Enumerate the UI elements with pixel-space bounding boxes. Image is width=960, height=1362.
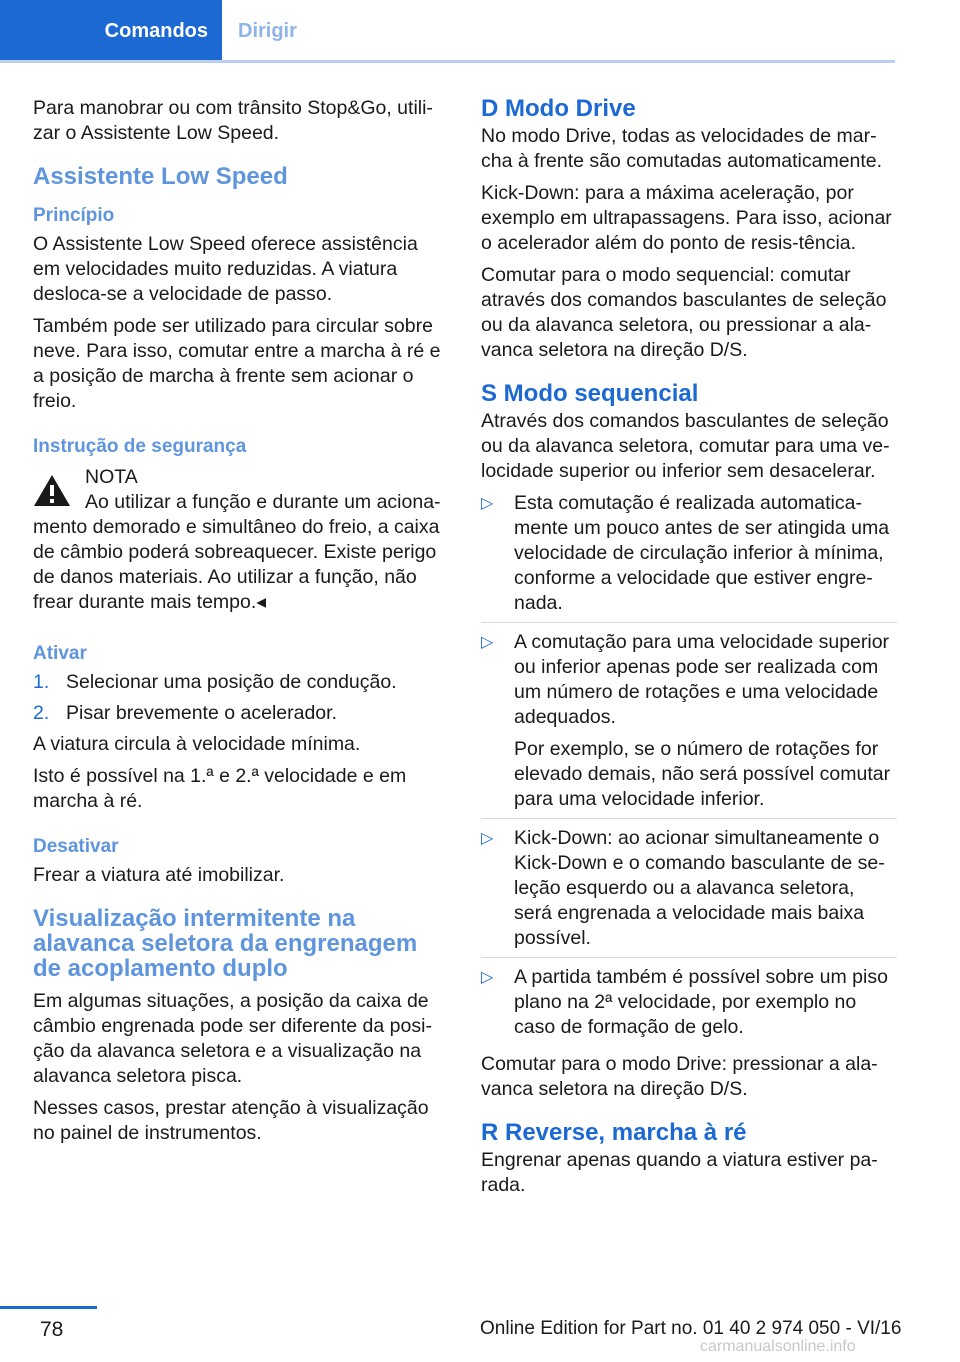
heading-sequencial: S Modo sequencial — [481, 380, 699, 407]
footer-rule — [0, 1306, 97, 1309]
paragraph: Isto é possível na 1.ª e 2.ª velocidade e em marcha à ré. — [33, 765, 407, 812]
list-item — [481, 491, 897, 623]
warning-note — [33, 465, 445, 615]
bullet-text: Esta comutação é realizada automatica‐mente um pouco antes de ser atingida uma velocidade de circulação inferior à mínima, conforme a velocidade que estiver engre‐nada. — [514, 492, 890, 614]
paragraph: No modo Drive, todas as velocidades de mar‐cha à frente são comutadas automaticamente. — [481, 125, 883, 172]
heading-visualizacao: Visualização intermitente na alavanca seletora da engrenagem de acoplamento duplo — [33, 905, 418, 982]
list-item — [33, 670, 445, 695]
step-number: 2. — [33, 702, 50, 724]
paragraph: Engrenar apenas quando a viatura estiver pa‐rada. — [481, 1149, 878, 1196]
warning-text-line: Ao utilizar a função e durante um aciona‐ — [85, 491, 441, 513]
heading-drive: D Modo Drive — [481, 95, 636, 122]
left-column — [33, 96, 445, 1153]
paragraph: Nesses casos, prestar atenção à visualização no painel de instrumentos. — [33, 1097, 429, 1144]
warning-title: NOTA — [85, 466, 138, 488]
edition-info: Online Edition for Part no. 01 40 2 974 050 - VI/16 — [480, 1318, 902, 1339]
bullet-text: Kick-Down: ao acionar simultaneamente o Kick-Down e o comando basculante de se‐leção esquerdo ou a alavanca seletora, será engrenada a velocidade mais baixa possível. — [514, 827, 885, 949]
triangle-bullet-icon: ▷ — [481, 495, 494, 512]
header-divider — [0, 60, 895, 63]
step-text: Selecionar uma posição de condução. — [66, 671, 397, 693]
bullet-text: A comutação para uma velocidade superior ou inferior apenas pode ser realizada com um número de rotações e uma velocidade adequados. — [514, 631, 890, 728]
paragraph: Kick-Down: para a máxima aceleração, por exemplo em ultrapassagens. Para isso, acionar o acelerador além do ponto de resis‐tência. — [481, 182, 892, 254]
heading-principio: Princípio — [33, 205, 115, 226]
intro-paragraph: Para manobrar ou com trânsito Stop&Go, utili‐zar o Assistente Low Speed. — [33, 97, 433, 144]
watermark: carmanualsonline.info — [700, 1338, 856, 1355]
paragraph: Frear a viatura até imobilizar. — [33, 864, 285, 886]
bullet-subtext: Por exemplo, se o número de rotações for elevado demais, não será possível comutar para uma velocidade inferior. — [514, 738, 891, 810]
bullet-list — [481, 491, 897, 1046]
step-text: Pisar brevemente o acelerador. — [66, 702, 337, 724]
heading-desativar: Desativar — [33, 836, 119, 857]
paragraph: Em algumas situações, a posição da caixa de câmbio engrenada pode ser diferente da posi‐ção da alavanca seletora e a visualização na alavanca seletora pisca. — [33, 990, 432, 1087]
paragraph: A viatura circula à velocidade mínima. — [33, 733, 361, 755]
tab-comandos[interactable]: Comandos — [0, 0, 222, 62]
tab-dirigir[interactable]: Dirigir — [238, 19, 297, 42]
page-number: 78 — [40, 1318, 64, 1341]
heading-seguranca: Instrução de segurança — [33, 436, 247, 457]
step-number: 1. — [33, 671, 50, 693]
header-tabbar — [0, 0, 960, 64]
list-item — [481, 965, 897, 1046]
bullet-text: A partida também é possível sobre um piso plano na 2ª velocidade, por exemplo no caso de formação de gelo. — [514, 966, 888, 1038]
list-item — [481, 826, 897, 958]
heading-low-speed: Assistente Low Speed — [33, 163, 288, 190]
paragraph: O Assistente Low Speed oferece assistência em velocidades muito reduzidas. A viatura desloca-se a velocidade de passo. — [33, 233, 418, 305]
paragraph: Através dos comandos basculantes de seleção ou da alavanca seletora, comutar para uma ve‐locidade superior ou inferior sem desacelerar. — [481, 410, 890, 482]
paragraph: Comutar para o modo sequencial: comutar através dos comandos basculantes de seleção ou da alavanca seletora, ou pressionar a ala‐vanca seletora na direção D/S. — [481, 264, 887, 361]
warning-text: mento demorado e simultâneo do freio, a caixa de câmbio poderá sobreaquecer. Existe perigo de danos materiais. Ao utilizar a função, não frear durante mais tempo.◂ — [33, 516, 440, 613]
triangle-bullet-icon: ▷ — [481, 969, 494, 986]
triangle-bullet-icon: ▷ — [481, 634, 494, 651]
heading-reverse: R Reverse, marcha à ré — [481, 1119, 747, 1146]
list-item — [481, 630, 897, 819]
paragraph: Também pode ser utilizado para circular sobre neve. Para isso, comutar entre a marcha à ré e a posição de marcha à frente sem acionar o freio. — [33, 315, 441, 412]
steps-list — [33, 670, 445, 726]
paragraph: Comutar para o modo Drive: pressionar a ala‐vanca seletora na direção D/S. — [481, 1053, 878, 1100]
right-column — [481, 96, 897, 1205]
heading-ativar: Ativar — [33, 643, 87, 664]
warning-triangle-icon — [33, 473, 71, 507]
list-item — [33, 701, 445, 726]
triangle-bullet-icon: ▷ — [481, 830, 494, 847]
